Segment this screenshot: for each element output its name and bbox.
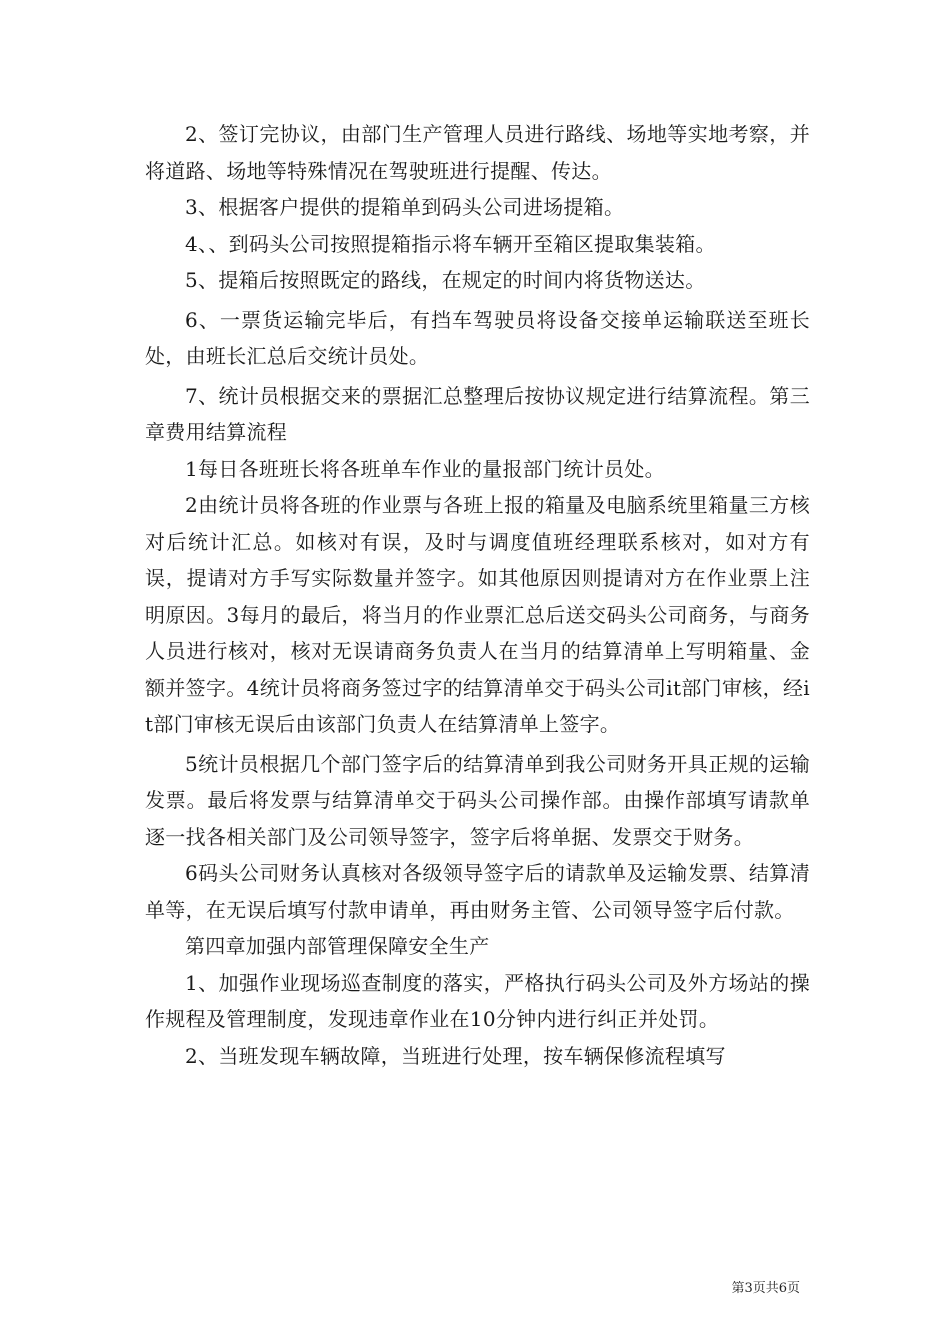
paragraph-settlement-5: 5统计员根据几个部门签字后的结算清单到我公司财务开具正规的运输发票。最后将发票与结算清单交于码头公司操作部。由操作部填写请款单逐一找各相关部门及公司领导签字，签字后将单据、发票交于财务。 [145,751,810,849]
document-body [145,116,810,1074]
chapter-heading-4: 第四章加强内部管理保障安全生产 [185,934,490,958]
paragraph-settlement-1: 1每日各班班长将各班单车作业的量报部门统计员处。 [185,456,665,481]
page-number: 第3页共6页 [731,1281,800,1296]
paragraph-step-3: 3、根据客户提供的提箱单到码头公司进场提箱。 [185,195,625,219]
paragraph-settlement-6: 6码头公司财务认真核对各级领导签字后的请款单及运输发票、结算清单等，在无误后填写付款申请单，再由财务主管、公司领导签字后付款。 [145,861,810,922]
paragraph-step-4: 4、、到码头公司按照提箱指示将车辆开至箱区提取集装箱。 [185,231,716,256]
paragraph-step-7: 7、统计员根据交来的票据汇总整理后按协议规定进行结算流程。第三章费用结算流程 [145,383,810,444]
paragraph-step-6: 6、一票货运输完毕后，有挡车驾驶员将设备交接单运输联送至班长处，由班长汇总后交统计员处。 [145,307,810,368]
paragraph-step-5: 5、提箱后按照既定的路线，在规定的时间内将货物送达。 [185,268,706,292]
paragraph-step-2: 2、签订完协议，由部门生产管理人员进行路线、场地等实地考察，并将道路、场地等特殊情况在驾驶班进行提醒、传达。 [145,122,810,183]
paragraph-management-1: 1、加强作业现场巡查制度的落实，严格执行码头公司及外方场站的操作规程及管理制度，发现违章作业在10分钟内进行纠正并处罚。 [145,970,810,1031]
paragraph-management-2: 2、当班发现车辆故障，当班进行处理，按车辆保修流程填写 [185,1043,726,1068]
paragraph-settlement-2: 2由统计员将各班的作业票与各班上报的箱量及电脑系统里箱量三方核对后统计汇总。如核对有误，及时与调度值班经理联系核对，如对方有误，提请对方手写实际数量并签字。如其他原因则提请对方在作业票上注明原因。3每月的最后，将当月的作业票汇总后送交码头公司商务，与商务人员进行核对，核对无误请商务负责人在当月的结算清单上写明箱量、金额并签字。4统计员将商务签过字的结算清单交于码头公司it部门审核，经it部门审核无误后由该部门负责人在结算清单上签字。 [145,493,810,736]
